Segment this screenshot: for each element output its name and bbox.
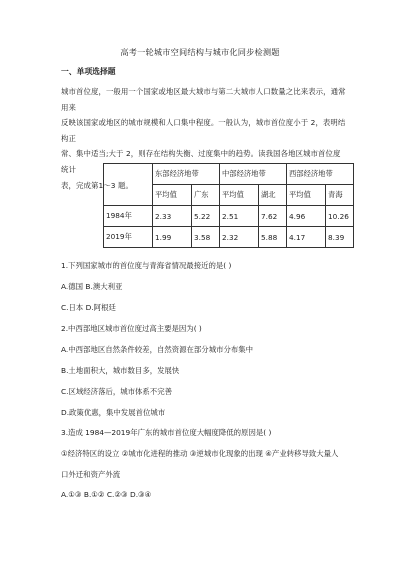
table-cell: 7.62 <box>259 206 287 227</box>
document-title: 高考一轮城市空间结构与城市化同步检测题 <box>120 47 280 57</box>
question-option: C.区域经济落后，城市体系不完善 <box>61 387 172 396</box>
question-stem: 2.中西部地区城市首位度过高主要是因为( ) <box>61 324 202 333</box>
primacy-table <box>103 163 354 248</box>
table-group-header: 东部经济地带 <box>153 164 220 185</box>
table-subheader: 平均值 <box>220 185 259 206</box>
intro-line: 表，完成第1～3 题。 <box>61 180 133 190</box>
table-row <box>104 227 354 248</box>
question-option: B.土地面积大，城市数目多，发展快 <box>61 366 180 375</box>
table-subheader: 平均值 <box>153 185 192 206</box>
intro-line: 常、集中适当;大于 2，则存在结构失衡、过度集中的趋势。读我国各地区城市首位度统计 <box>61 149 341 174</box>
table-group-header: 中部经济地带 <box>220 164 287 185</box>
table-cell: 2.51 <box>220 206 259 227</box>
intro-line: 反映该国家或地区的城市规模和人口集中程度。一般认为，城市首位度小于 2，表明结构正 <box>61 118 346 143</box>
table-subheader: 广东 <box>192 185 220 206</box>
question-option: D.政策优惠，集中发展首位城市 <box>61 408 166 417</box>
table-cell: 2.32 <box>220 227 259 248</box>
question-option: A.德国 B.澳大利亚 <box>61 282 123 291</box>
table-cell: 4.96 <box>287 206 326 227</box>
table-cell: 1.99 <box>153 227 192 248</box>
table-row <box>104 206 354 227</box>
question-option: 口外迁和资产外流 <box>61 470 121 479</box>
table-cell: 3.58 <box>192 227 220 248</box>
table-cell: 5.22 <box>192 206 220 227</box>
table-cell: 4.17 <box>287 227 326 248</box>
table-cell: 5.88 <box>259 227 287 248</box>
table-year-cell: 1984年 <box>104 206 153 227</box>
table-header-row <box>104 164 354 185</box>
section-heading: 一、单项选择题 <box>61 67 116 76</box>
question-stem: 1.下列国家城市的首位度与青海省情况最接近的是( ) <box>61 261 232 270</box>
question-option: A.中西部地区自然条件较差，自然资源在部分城市分布集中 <box>61 345 254 354</box>
table-group-header: 西部经济地带 <box>287 164 354 185</box>
table-cell: 8.39 <box>326 227 354 248</box>
table-year-cell: 2019年 <box>104 227 153 248</box>
question-stem: 3.造成 1984—2019年广东的城市首位度大幅度降低的原因是( ) <box>61 428 272 437</box>
table-subheader: 湖北 <box>259 185 287 206</box>
question-option: ①经济特区的设立 ②城市化进程的推动 ③逆城市化现象的出现 ④产业转移导致大量人 <box>61 449 339 458</box>
table-cell: 2.33 <box>153 206 192 227</box>
table-subheader: 平均值 <box>287 185 326 206</box>
question-option: C.日本 D.阿根廷 <box>61 303 116 312</box>
question-option: A.①③ B.①② C.②③ D.③④ <box>61 490 152 499</box>
table-corner-cell <box>104 164 153 206</box>
table-subheader: 青海 <box>326 185 354 206</box>
intro-line: 城市首位度，一般用一个国家或地区最大城市与第二大城市人口数量之比来表示，通常用来 <box>61 87 346 112</box>
table-cell: 10.26 <box>326 206 354 227</box>
